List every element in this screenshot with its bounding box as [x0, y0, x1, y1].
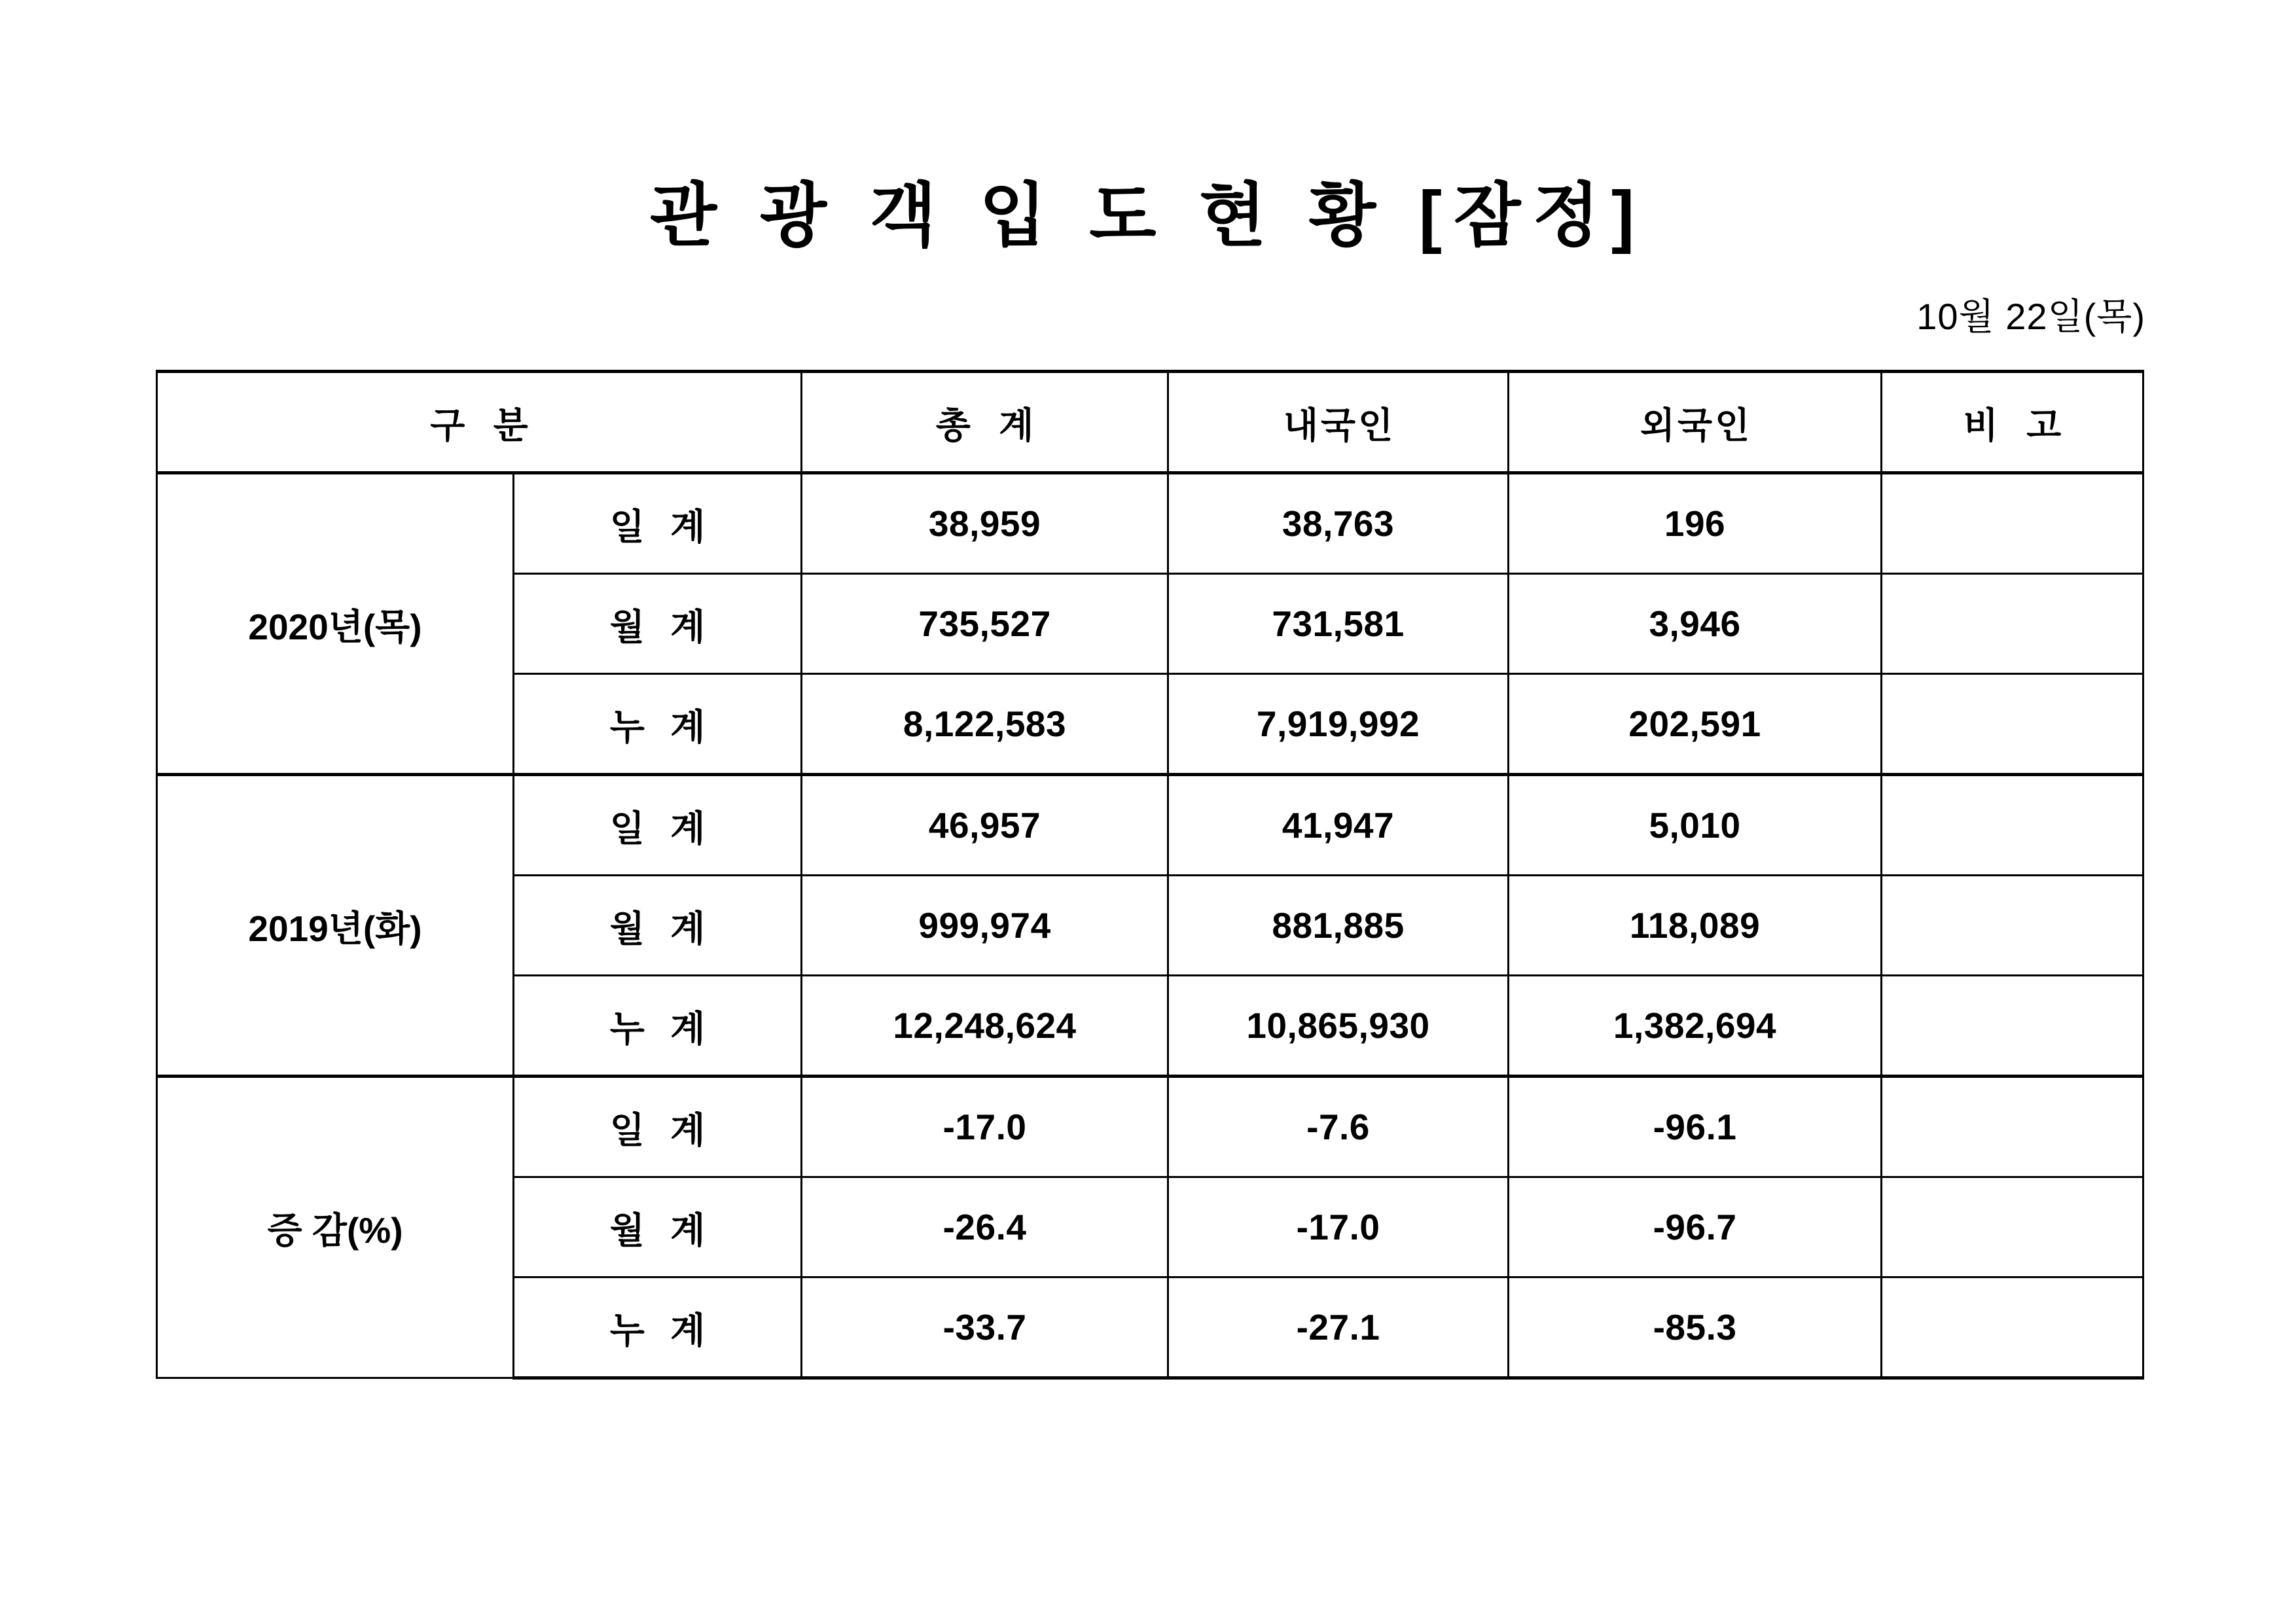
cell-total: -26.4 — [802, 1177, 1168, 1277]
row-period-label: 일 계 — [514, 473, 802, 574]
cell-domestic: 731,581 — [1168, 574, 1509, 674]
cell-note — [1882, 574, 2144, 674]
row-group-label-2020: 2020년(목) — [157, 473, 514, 775]
cell-foreign: 3,946 — [1509, 574, 1882, 674]
cell-foreign: -96.1 — [1509, 1077, 1882, 1177]
row-period-label: 누 계 — [514, 674, 802, 775]
cell-note — [1882, 674, 2144, 775]
column-header-division: 구 분 — [157, 372, 802, 473]
cell-total: 12,248,624 — [802, 976, 1168, 1077]
row-group-label-change: 증 감(%) — [157, 1077, 514, 1378]
cell-total: 8,122,583 — [802, 674, 1168, 775]
table-header-row — [157, 372, 2144, 473]
cell-note — [1882, 775, 2144, 876]
cell-foreign: 118,089 — [1509, 876, 1882, 976]
row-period-label: 일 계 — [514, 1077, 802, 1177]
cell-total: -33.7 — [802, 1277, 1168, 1378]
cell-foreign: 1,382,694 — [1509, 976, 1882, 1077]
column-header-note: 비 고 — [1882, 372, 2144, 473]
cell-domestic: 10,865,930 — [1168, 976, 1509, 1077]
cell-domestic: 41,947 — [1168, 775, 1509, 876]
row-period-label: 월 계 — [514, 1177, 802, 1277]
cell-total: 46,957 — [802, 775, 1168, 876]
column-header-domestic: 내국인 — [1168, 372, 1509, 473]
row-period-label: 누 계 — [514, 976, 802, 1077]
cell-domestic: -27.1 — [1168, 1277, 1509, 1378]
cell-domestic: 7,919,992 — [1168, 674, 1509, 775]
cell-total: 735,527 — [802, 574, 1168, 674]
cell-foreign: 196 — [1509, 473, 1882, 574]
cell-total: 38,959 — [802, 473, 1168, 574]
column-header-foreign: 외국인 — [1509, 372, 1882, 473]
cell-foreign: 202,591 — [1509, 674, 1882, 775]
page-title: 관 광 객 입 도 현 황 [잠정] — [649, 177, 1647, 255]
row-period-label: 누 계 — [514, 1277, 802, 1378]
cell-total: -17.0 — [802, 1077, 1168, 1177]
cell-foreign: -96.7 — [1509, 1177, 1882, 1277]
cell-foreign: 5,010 — [1509, 775, 1882, 876]
table-row — [157, 775, 2144, 876]
cell-total: 999,974 — [802, 876, 1168, 976]
cell-note — [1882, 473, 2144, 574]
cell-note — [1882, 976, 2144, 1077]
table-row — [157, 1077, 2144, 1177]
cell-note — [1882, 1177, 2144, 1277]
cell-domestic: -7.6 — [1168, 1077, 1509, 1177]
cell-note — [1882, 1277, 2144, 1378]
statistics-table-wrap — [156, 370, 2142, 1380]
report-date: 10월 22일(목) — [1916, 296, 2145, 337]
row-period-label: 일 계 — [514, 775, 802, 876]
cell-note — [1882, 876, 2144, 976]
column-header-total: 총 계 — [802, 372, 1168, 473]
row-period-label: 월 계 — [514, 876, 802, 976]
table-row — [157, 473, 2144, 574]
row-period-label: 월 계 — [514, 574, 802, 674]
cell-domestic: -17.0 — [1168, 1177, 1509, 1277]
tourist-arrivals-table — [156, 370, 2144, 1380]
cell-note — [1882, 1077, 2144, 1177]
row-group-label-2019: 2019년(화) — [157, 775, 514, 1077]
cell-foreign: -85.3 — [1509, 1277, 1882, 1378]
cell-domestic: 38,763 — [1168, 473, 1509, 574]
cell-domestic: 881,885 — [1168, 876, 1509, 976]
